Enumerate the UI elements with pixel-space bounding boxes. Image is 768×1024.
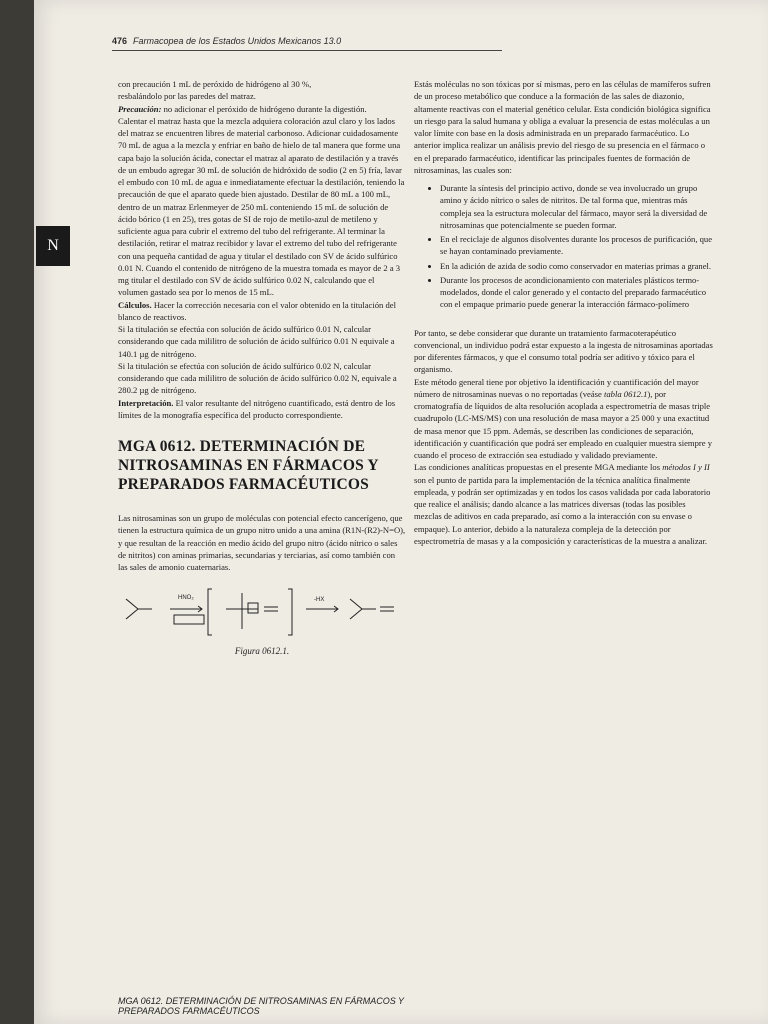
precaucion-label: Precaución:	[118, 103, 162, 114]
reaction-scheme-diagram	[118, 585, 406, 645]
reagent-label: HNO₂	[178, 595, 194, 602]
objective-paragraph	[414, 376, 714, 462]
section-tab-letter: N	[47, 237, 59, 254]
figure-caption: Figura 0612.1.	[234, 646, 290, 657]
running-footer	[118, 996, 538, 1016]
list-item: • En el reciclaje de algunos disolventes durante los procesos de purificación, que se hayan contaminado previamente.	[440, 233, 714, 258]
document-page	[34, 0, 768, 1024]
reaction-figure	[118, 585, 406, 645]
precaucion-paragraph	[118, 103, 406, 115]
exposure-paragraph: Por tanto, se debe considerar que durante un tratamiento farmacoterapéutico convencional, un individuo podrá estar expuesto a la ingesta de nitrosaminas aportadas por diferentes fármacos, y que el consumo total podría ser aditivo y tóxico para el organismo.	[414, 327, 713, 375]
running-header	[112, 36, 502, 51]
list-item: • En la adición de azida de sodio como conservador en materias primas a granel.	[440, 260, 714, 272]
interpretacion-text: El valor resultante del nitrógeno cuantificado, está dentro de los límites de la monografía específica del producto correspondiente.	[118, 397, 396, 420]
right-column	[414, 78, 714, 547]
objective-text-a: Este método general tiene por objetivo la identificación y cuantificación del mayor número de nitrosaminas nuevas o no reportadas (veáse	[414, 376, 699, 399]
titulacion-paragraph-1: Si la titulación se efectúa con solución de ácido sulfúrico 0.01 N, calcular considerando que cada mililitro de solución de ácido sulfúrico 0.01 N equivale a 140.1 µg de nitrógeno.	[118, 324, 395, 359]
section-heading: MGA 0612. DETERMINACIÓN DE NITROSAMINAS EN FÁRMACOS Y PREPARADOS FARMACÉUTICOS	[118, 438, 379, 493]
precaucion-text: no adicionar el peróxido de hidrógeno durante la digestión.	[161, 103, 367, 114]
intro-line-1: con precaución 1 mL de peróxido de hidrógeno al 30 %,	[118, 79, 312, 89]
interpretacion-paragraph	[118, 397, 406, 422]
table-reference: tabla 0612.1	[603, 388, 648, 399]
calculos-paragraph	[118, 299, 406, 324]
conditions-paragraph	[414, 461, 714, 547]
calculos-label: Cálculos.	[118, 299, 152, 310]
nitrosaminas-intro: Las nitrosaminas son un grupo de moléculas con potencial efecto cancerígeno, que tienen la estructura química de un grupo nitro unido a una amina (R1N-(R2)-N=O), y que resultan de la reacción en medio ácido del grupo nitro (ácido nítrico o sales de nitritos) con aminas primarias, secundarias y terciarias, así como también con las sales de amonio cuaternarias.	[118, 513, 406, 572]
header-title: Farmacopea de los Estados Unidos Mexicanos 13.0	[133, 36, 342, 46]
objective-text-b: ), por cromatografía de líquidos de alta resolución acoplada a espectrometría de masas triple cuadrupolo (LC-MS/MS) con una resolución de masa mayor a 25 000 y una exactitud de masa menor que 15 ppm. Además, se describen las condiciones de separación, identificación y cuantificación que podrá ser empleado en cualquier muestra siempre y cuando el proceso de extracción sea estudiado y validado previamente.	[414, 388, 713, 460]
left-column	[118, 78, 406, 658]
conditions-text-b: son el punto de partida para la implementación de la técnica analítica finalmente empleada, y podrán ser optimizadas y en todos los casos validada por cada laboratorio que realice el análisis; dando alcance a las matrices diversas (todas las posibles mezclas de aditivos en cada preparado, así como a la interacción con su envase o empaque). Lo anterior, debido a la naturaleza compleja de la detección por espectrometría de masas y a la composición y características de la muestra a analizar.	[414, 474, 711, 546]
section-tab	[36, 226, 70, 266]
page-number: 476	[112, 36, 128, 46]
intro-line-2: resbalándolo por las paredes del matraz.	[118, 91, 256, 102]
conditions-text-a: Las condiciones analíticas propuestas en el presente MGA mediante los	[414, 462, 663, 473]
sources-list	[414, 182, 714, 311]
calentar-paragraph: Calentar el matraz hasta que la mezcla adquiera coloración azul claro y los lados del matraz se encuentren libres de material carbonoso. Adicionar cuidadosamente 70 mL de agua a la mezcla y enfriar en baño de hielo de tal manera que forme una capa bajo la solución ácida, conectar el matraz al aparato de destilación y a través de un embudo agregar 30 mL de solución de hidróxido de sodio (2 en 5) fría, lavar el embudo con 10 mL de agua e inmediatamente efectuar la destilación, teniendo la precaución de que el aparato quede bien ajustado. Destilar de 80 mL a 100 mL, dentro de un matraz Erlenmeyer de 250 mL conteniendo 15 mL de solución de ácido bórico (1 en 25), tres gotas de SI de rojo de metilo-azul de metileno y suficiente agua para cubrir el extremo del tubo del refrigerante. Al terminar la destilación, retirar el matraz recibidor y lavar el extremo del tubo del refrigerante con una pequeña cantidad de agua y titular el destilado con SV de ácido sulfúrico 0.01 N. Cuando el contenido de nitrógeno de la muestra tomada es mayor de 2 a 3 mg titular el destilado con SV de ácido sulfúrico 0.02 N, calculando que el volumen gastado sea por lo menos de 15 mL.	[118, 115, 405, 298]
list-item: • Durante la síntesis del principio activo, donde se vea involucrado un grupo amino y ácido nítrico o sales de nitritos. De tal forma que, mientras más compleja sea la estructura molecular del fármaco, mayor será la diversidad de nitrosaminas que potencialmente se pueden formar.	[440, 182, 714, 231]
list-item: • Durante los procesos de acondicionamiento con materiales plásticos termo-modelados, donde el calor generado y el contacto del preparado farmacéutico con el empaque primario puede generar la interacción fármaco-polímero	[440, 274, 714, 311]
footer-line-2: PREPARADOS FARMACÉUTICOS	[118, 1006, 260, 1016]
interpretacion-label: Interpretación.	[118, 397, 174, 408]
calculos-text: Hacer la corrección necesaria con el valor obtenido en la titulación del blanco de reactivos.	[118, 299, 396, 322]
titulacion-paragraph-2: Si la titulación se efectúa con solución de ácido sulfúrico 0.02 N, calcular considerando que cada mililitro de solución de ácido sulfúrico 0.02 N, equivale a 280.2 µg de nitrógeno.	[118, 360, 397, 396]
nitrosaminas-risk-paragraph: Estás moléculas no son tóxicas por sí mismas, pero en las células de mamíferos sufren de un proceso metabólico que conduce a la formación de las sales de diazonio, altamente reactivas con el material genético celular. Esta condición biológica significa un riesgo para la salud humana y obliga a evaluar la presencia de estas moléculas a un valor límite con base en la dosis administrada en un preparado farmacéutico. Lo anterior implica realizar un análisis previo del riesgo de su presencia en el fármaco o en el preparado farmacéutico, identificar las principales fuentes de formación de nitrosaminas, las cuales son:	[414, 79, 711, 175]
methods-reference: métodos I y II	[662, 462, 710, 473]
footer-line-1: MGA 0612. DETERMINACIÓN DE NITROSAMINAS EN FÁRMACOS Y	[118, 996, 405, 1006]
elimination-label: -HX	[314, 597, 325, 604]
